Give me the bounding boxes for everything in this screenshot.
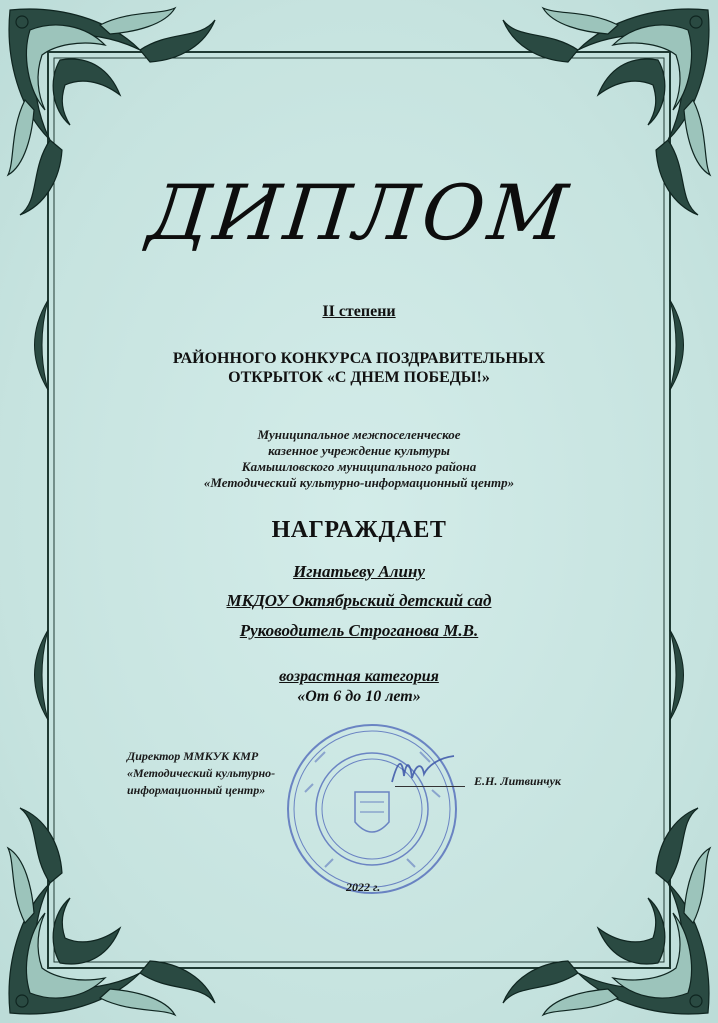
supervisor-name: Руководитель Строганова М.В. [239, 621, 479, 640]
contest-title-line-2: ОТКРЫТОК «С ДНЕМ ПОБЕДЫ!» [228, 369, 490, 386]
contest-title-line-1: РАЙОННОГО КОНКУРСА ПОЗДРАВИТЕЛЬНЫХ [172, 350, 546, 367]
official-stamp [285, 722, 460, 897]
recipient-name: Игнатьеву Алину [293, 562, 425, 581]
org-line-1: Муниципальное межпоселенческое [257, 427, 461, 442]
signer-name: Е.Н. Литвинчук [474, 774, 561, 788]
signer-title-line-1: Директор ММКУК КМР [127, 749, 259, 763]
org-line-2: казенное учреждение культуры [268, 443, 450, 458]
category-label: возрастная категория [279, 668, 439, 685]
signer-title-line-3: информационный центр» [127, 783, 266, 797]
category-value: «От 6 до 10 лет» [297, 688, 421, 705]
awards-heading: НАГРАЖДАЕТ [271, 517, 447, 543]
degree-label: II степени [322, 303, 396, 320]
issue-year: 2022 г. [346, 880, 381, 894]
age-category [0, 667, 718, 707]
signer-title [127, 748, 275, 799]
contest-title [0, 349, 718, 387]
organization-block [0, 427, 718, 491]
diploma-title: ДИПЛОМ [143, 168, 576, 257]
recipient-organization: МКДОУ Октябрьский детский сад [226, 591, 492, 610]
signature-line [395, 786, 465, 787]
org-line-4: «Методический культурно-информационный центр» [203, 475, 515, 490]
org-line-3: Камышловского муниципального района [241, 459, 477, 474]
signer-title-line-2: «Методический культурно- [127, 766, 276, 780]
